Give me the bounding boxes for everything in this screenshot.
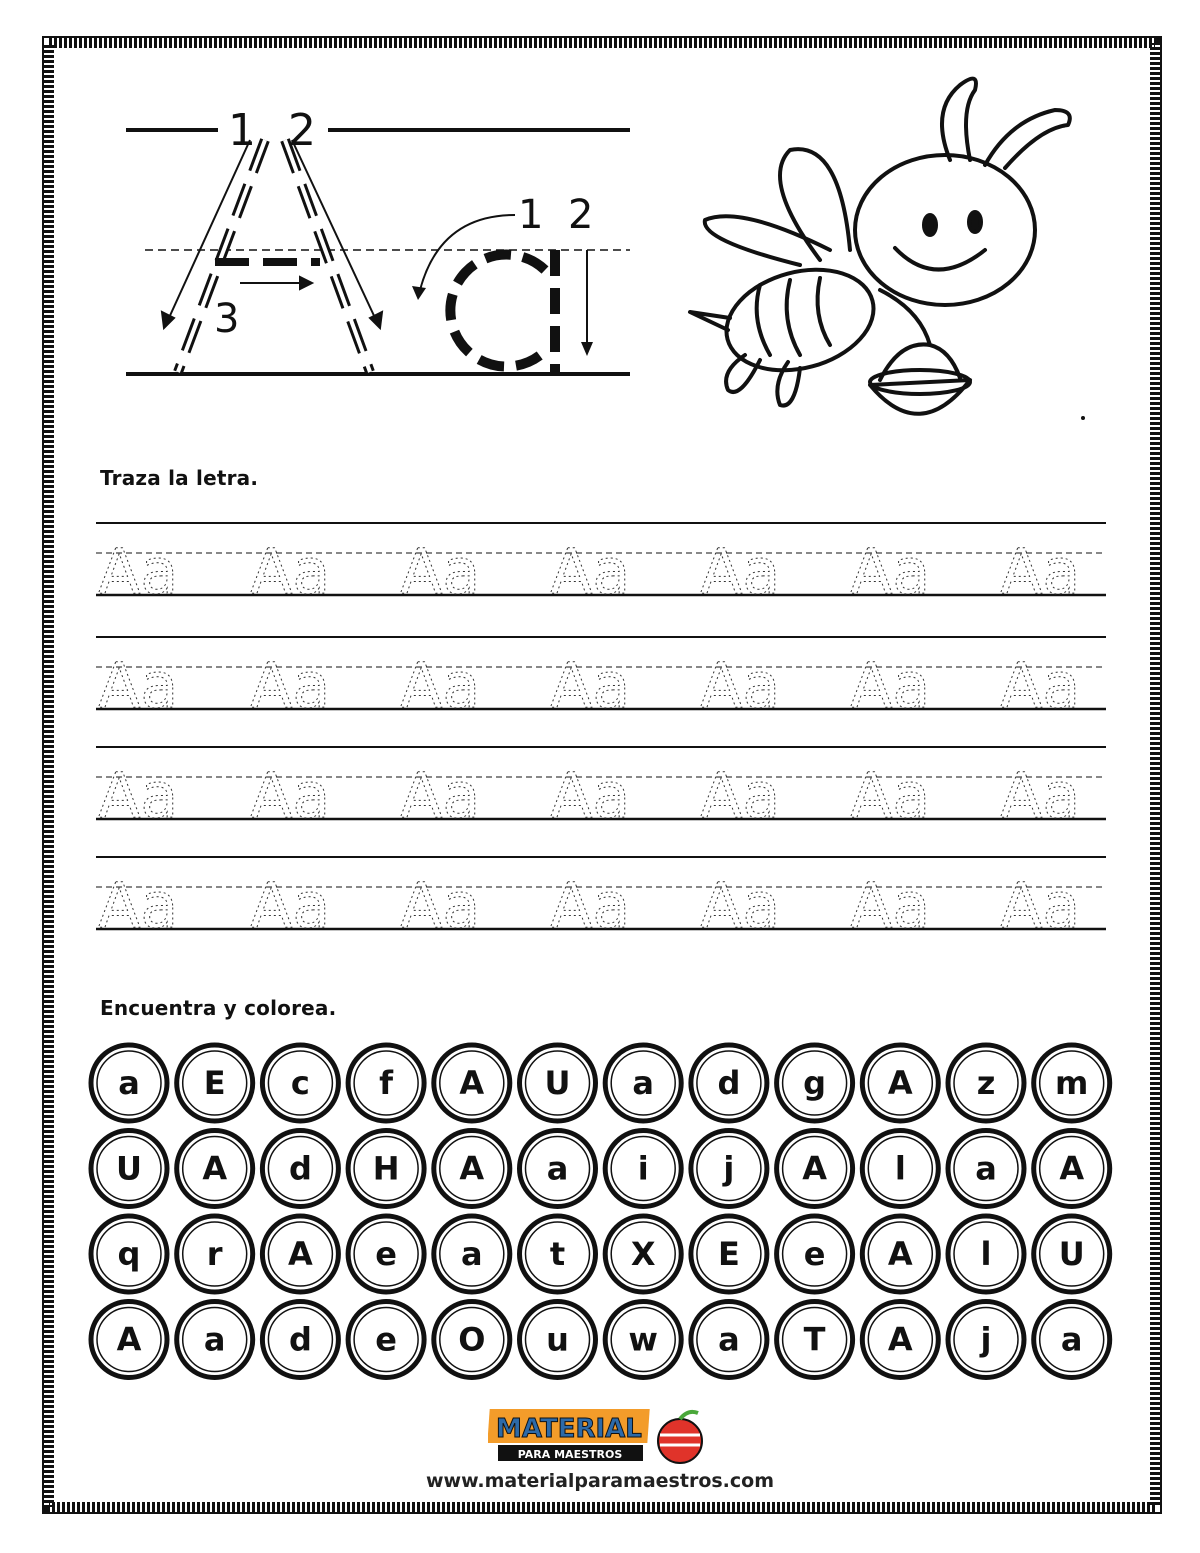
circle-letter: U	[116, 1149, 142, 1188]
circle-letter: e	[375, 1320, 397, 1359]
trace-letter-pair[interactable]: Aa	[550, 535, 631, 608]
letter-circle[interactable]	[348, 1045, 424, 1121]
trace-letter-pair[interactable]: Aa	[250, 649, 331, 722]
letter-circle[interactable]	[177, 1302, 253, 1378]
circle-letter: e	[375, 1235, 397, 1273]
letter-circle[interactable]	[605, 1131, 681, 1207]
letter-circle[interactable]	[434, 1045, 510, 1121]
circle-letter: j	[980, 1320, 992, 1359]
find-instruction: Encuentra y colorea.	[100, 996, 337, 1020]
step-1-label: 1	[228, 105, 256, 156]
trace-letter-pair[interactable]: Aa	[700, 759, 781, 832]
letter-circle[interactable]	[605, 1302, 681, 1378]
letter-circle[interactable]	[348, 1302, 424, 1378]
letter-circle[interactable]	[434, 1216, 510, 1292]
trace-letter-pair[interactable]: Aa	[700, 649, 781, 722]
circle-letter: A	[887, 1235, 913, 1273]
letter-circle[interactable]	[348, 1131, 424, 1207]
circle-letter: U	[1058, 1235, 1085, 1273]
trace-letter-pair[interactable]: Aa	[250, 869, 331, 942]
circle-letter: A	[887, 1064, 913, 1102]
letter-circle[interactable]	[434, 1131, 510, 1207]
circle-letter: d	[288, 1320, 312, 1359]
circle-letter: f	[379, 1064, 394, 1102]
letter-circle[interactable]	[1034, 1045, 1110, 1121]
trace-letter-pair[interactable]: Aa	[1000, 535, 1081, 608]
circle-letter: a	[118, 1064, 140, 1102]
trace-letter-pair[interactable]: Aa	[400, 649, 481, 722]
circle-letter: A	[288, 1235, 313, 1273]
trace-letter-pair[interactable]: Aa	[400, 535, 481, 608]
letter-circle[interactable]	[262, 1045, 338, 1121]
letter-circle[interactable]	[948, 1045, 1024, 1121]
trace-letter-pair[interactable]: Aa	[1000, 759, 1081, 832]
trace-letter-pair[interactable]: Aa	[850, 869, 931, 942]
circle-letter: j	[723, 1149, 735, 1188]
letter-circle[interactable]	[862, 1131, 938, 1207]
circle-letter: a	[546, 1149, 569, 1188]
brand-logo	[488, 1405, 718, 1465]
trace-letter-pair[interactable]: Aa	[400, 759, 481, 832]
trace-letter-pair[interactable]: Aa	[250, 759, 331, 832]
trace-instruction: Traza la letra.	[100, 466, 259, 490]
apple-icon	[658, 1412, 702, 1463]
circle-letter: t	[549, 1235, 566, 1273]
letter-circle[interactable]	[262, 1216, 338, 1292]
step-3-label: 3	[214, 296, 240, 342]
circle-letter: A	[802, 1149, 827, 1188]
letter-circle[interactable]	[691, 1131, 767, 1207]
circle-letter: w	[628, 1320, 658, 1359]
trace-letter-pair[interactable]: Aa	[98, 535, 179, 608]
circle-letter: T	[803, 1320, 826, 1359]
trace-letter-pair[interactable]: Aa	[1000, 869, 1081, 942]
letter-circle[interactable]	[177, 1131, 253, 1207]
letter-circle[interactable]	[777, 1302, 853, 1378]
trace-letter-pair[interactable]: Aa	[850, 649, 931, 722]
circle-letter: l	[980, 1235, 992, 1273]
letter-circle[interactable]	[777, 1216, 853, 1292]
letter-circle[interactable]	[777, 1045, 853, 1121]
circle-letter: l	[894, 1149, 906, 1188]
letter-circle[interactable]	[1034, 1216, 1110, 1292]
trace-letter-pair[interactable]: Aa	[250, 535, 331, 608]
circle-letter: A	[459, 1149, 485, 1188]
circle-letter: u	[546, 1320, 569, 1359]
letter-circle[interactable]	[605, 1045, 681, 1121]
circle-letter: c	[290, 1064, 310, 1102]
letter-circle[interactable]	[948, 1216, 1024, 1292]
letter-circle[interactable]	[691, 1302, 767, 1378]
circle-letter: a	[632, 1064, 654, 1102]
circle-letter: A	[887, 1320, 913, 1359]
circle-letter: a	[718, 1320, 740, 1359]
logo-subtext: PARA MAESTROS	[517, 1448, 623, 1461]
letter-circle[interactable]	[91, 1045, 167, 1121]
letter-circle[interactable]	[520, 1131, 596, 1207]
logo-text: MATERIAL	[496, 1414, 642, 1444]
letter-circle[interactable]	[91, 1302, 167, 1378]
circle-letter: O	[458, 1320, 486, 1359]
trace-letter-pair[interactable]: Aa	[850, 759, 931, 832]
circle-letter: r	[206, 1235, 223, 1273]
letter-circle[interactable]	[691, 1216, 767, 1292]
letter-circle[interactable]	[691, 1045, 767, 1121]
circle-letter: g	[803, 1064, 827, 1102]
letter-circle[interactable]	[862, 1045, 938, 1121]
letter-circle[interactable]	[520, 1302, 596, 1378]
circle-letter: z	[976, 1064, 996, 1102]
letter-circle[interactable]	[605, 1216, 681, 1292]
letter-circle[interactable]	[520, 1216, 596, 1292]
trace-letter-pair[interactable]: Aa	[550, 759, 631, 832]
circle-letter: E	[203, 1064, 226, 1102]
step-2-label: 2	[288, 105, 316, 156]
letter-circle[interactable]	[777, 1131, 853, 1207]
letter-circle[interactable]	[1034, 1131, 1110, 1207]
letter-circle[interactable]	[520, 1045, 596, 1121]
trace-letter-pair[interactable]: Aa	[98, 649, 179, 722]
circle-letter: A	[1059, 1149, 1085, 1188]
circle-letter: d	[288, 1149, 312, 1188]
step-a1-label: 1	[518, 192, 544, 238]
letter-circle[interactable]	[434, 1302, 510, 1378]
step-a2-label: 2	[568, 192, 594, 238]
circle-letter: a	[1060, 1320, 1083, 1359]
letter-circle[interactable]	[177, 1045, 253, 1121]
trace-letter-pair[interactable]: Aa	[98, 759, 179, 832]
circle-letter: A	[459, 1064, 485, 1102]
trace-letter-pair[interactable]: Aa	[850, 535, 931, 608]
circle-letter: d	[717, 1064, 741, 1102]
circle-letter: a	[461, 1235, 483, 1273]
trace-letter-pair[interactable]: Aa	[400, 869, 481, 942]
letter-circle[interactable]	[262, 1131, 338, 1207]
trace-letter-pair[interactable]: Aa	[700, 869, 781, 942]
letter-circle[interactable]	[862, 1216, 938, 1292]
circle-letter: E	[717, 1235, 740, 1273]
letter-circle[interactable]	[862, 1302, 938, 1378]
circle-letter: H	[372, 1149, 400, 1188]
trace-letter-pair[interactable]: Aa	[700, 535, 781, 608]
circle-letter: X	[630, 1235, 656, 1273]
letter-circle[interactable]	[262, 1302, 338, 1378]
letter-circle[interactable]	[1034, 1302, 1110, 1378]
circle-letter: q	[117, 1235, 141, 1273]
trace-letter-pair[interactable]: Aa	[550, 649, 631, 722]
trace-letter-pair[interactable]: Aa	[550, 869, 631, 942]
letter-circle[interactable]	[348, 1216, 424, 1292]
circle-letter: a	[975, 1149, 997, 1188]
circle-letter: U	[544, 1064, 571, 1102]
trace-letter-pair[interactable]: Aa	[1000, 649, 1081, 722]
circle-letter: A	[116, 1320, 142, 1359]
trace-letter-pair[interactable]: Aa	[98, 869, 179, 942]
circle-letter: a	[203, 1320, 226, 1359]
letter-circle[interactable]	[177, 1216, 253, 1292]
letter-circle[interactable]	[948, 1302, 1024, 1378]
letter-circle[interactable]	[91, 1131, 167, 1207]
circle-letter: A	[202, 1149, 228, 1188]
letter-circle[interactable]	[948, 1131, 1024, 1207]
circle-letter: e	[803, 1235, 826, 1273]
letter-circle[interactable]	[91, 1216, 167, 1292]
circle-letter: i	[637, 1149, 649, 1188]
website-url[interactable]: www.materialparamaestros.com	[425, 1470, 775, 1492]
circle-letter: m	[1055, 1064, 1089, 1102]
